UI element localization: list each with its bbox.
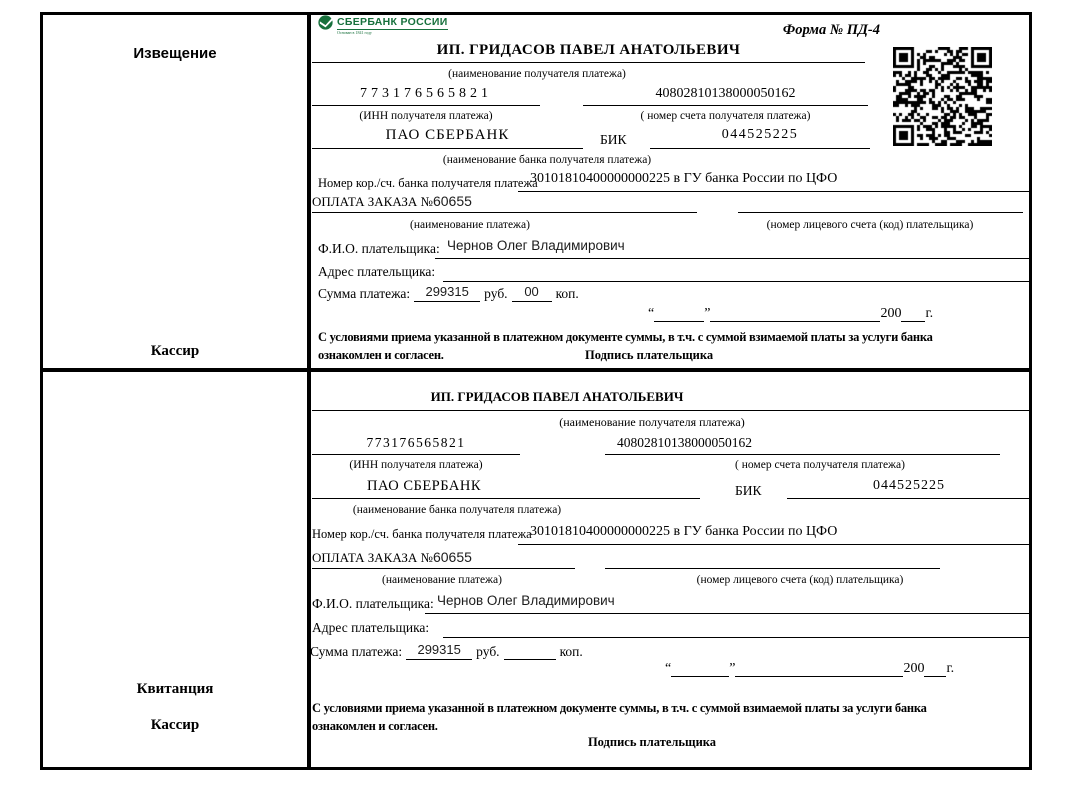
- sum-value-bottom: 299315: [406, 642, 472, 660]
- kop-label-top: коп.: [555, 286, 579, 301]
- date-month-field-bottom: [735, 660, 903, 677]
- account-caption-top: ( номер счета получателя платежа): [640, 110, 811, 122]
- bik-label-bottom: БИК: [735, 483, 762, 498]
- sum-row-top: [318, 284, 579, 302]
- payer-name-value-top: Чернов Олег Владимирович: [435, 238, 1031, 259]
- year-prefix-top: 200: [880, 306, 902, 321]
- payer-address-value-bottom: [443, 617, 1031, 638]
- quote-close-top: ”: [704, 306, 711, 321]
- agreement-line1-top: С условиями приема указанной в платежном документе суммы, в т.ч. с суммой взимаемой платы за услуги банка: [318, 330, 933, 344]
- bank-caption-bottom: (наименование банка получателя платежа): [352, 504, 562, 516]
- sum-label-bottom: Сумма платежа:: [310, 644, 403, 659]
- year-suffix-top: г.: [925, 306, 934, 321]
- agreement-line1-bottom: С условиями приема указанной в платежном документе суммы, в т.ч. с суммой взимаемой платы за услуги банка: [312, 701, 927, 715]
- order-number-bottom: 60655: [432, 549, 472, 565]
- recipient-underline-bottom: [312, 410, 1031, 411]
- personal-account-caption-top: (номер лицевого счета (код) плательщика): [766, 219, 974, 231]
- sum-label-top: Сумма платежа:: [318, 286, 411, 301]
- payer-address-label-bottom: Адрес плательщика:: [312, 620, 430, 635]
- corr-account-label-bottom: Номер кор./сч. банка получателя платежа: [312, 527, 532, 541]
- bank-name-top: ПАО СБЕРБАНК: [312, 127, 583, 149]
- account-caption-bottom: ( номер счета получателя платежа): [735, 459, 905, 471]
- kop-value-bottom: [504, 642, 556, 660]
- year-suffix-bottom: г.: [946, 661, 955, 676]
- sberbank-emblem-icon: [318, 15, 333, 35]
- rub-label-top: руб.: [484, 286, 508, 301]
- payment-name-label-bottom: ОПЛАТА ЗАКАЗА №: [312, 550, 433, 565]
- sberbank-logo-tagline: Основан в 1841 году: [337, 29, 372, 35]
- inn-caption-bottom: (ИНН получателя платежа): [349, 459, 483, 471]
- sberbank-logo: [318, 15, 448, 35]
- inn-caption-top: (ИНН получателя платежа): [359, 110, 493, 122]
- signature-label-bottom: Подпись плательщика: [587, 735, 717, 749]
- quote-close-bottom: ”: [729, 661, 736, 676]
- payer-name-label-top: Ф.И.О. плательщика:: [318, 241, 440, 256]
- account-value-top: 40802810138000050162: [583, 86, 868, 106]
- payer-address-label-top: Адрес плательщика:: [318, 264, 436, 279]
- quote-open-top: “: [648, 306, 655, 321]
- payer-name-label-bottom: Ф.И.О. плательщика:: [312, 596, 434, 611]
- sum-value-top: 299315: [414, 284, 480, 302]
- account-value-bottom: 40802810138000050162: [605, 435, 1000, 455]
- sum-row-bottom: [310, 642, 583, 660]
- date-day-field-bottom: [671, 660, 729, 677]
- sberbank-logo-text: СБЕРБАНК РОССИИ: [337, 15, 448, 28]
- notice-label: Извещение: [133, 45, 217, 62]
- rub-label-bottom: руб.: [476, 644, 500, 659]
- form-number-label: Форма № ПД-4: [782, 22, 880, 38]
- quote-open-bottom: “: [665, 661, 672, 676]
- bik-label-top: БИК: [600, 132, 627, 147]
- corr-account-value-top: 30101810400000000225 в ГУ банка России по ЦФО: [518, 171, 1031, 192]
- recipient-name-top: ИП. ГРИДАСОВ ПАВЕЛ АНАТОЛЬЕВИЧ: [312, 42, 865, 63]
- payment-name-label-top: ОПЛАТА ЗАКАЗА №: [312, 194, 433, 209]
- inn-value-top: 773176565821: [312, 86, 540, 106]
- bik-value-top: 044525225: [650, 127, 870, 149]
- date-day-field-top: [654, 305, 704, 322]
- section-divider: [40, 368, 1032, 372]
- recipient-caption-top: (наименование получателя платежа): [448, 68, 626, 80]
- bank-name-bottom: ПАО СБЕРБАНК: [312, 478, 700, 499]
- recipient-caption-bottom: (наименование получателя платежа): [559, 415, 745, 429]
- bank-caption-top: (наименование банка получателя платежа): [442, 154, 652, 166]
- payment-name-top: [312, 193, 697, 213]
- receipt-label: Квитанция: [136, 681, 214, 697]
- personal-account-field-bottom: [605, 549, 940, 569]
- year-prefix-bottom: 200: [903, 661, 925, 676]
- signature-label-top: Подпись плательщика: [585, 348, 714, 362]
- personal-account-field-top: [738, 193, 1023, 213]
- payment-caption-top: (наименование платежа): [410, 219, 530, 231]
- payment-name-bottom: [312, 549, 575, 569]
- order-number-top: 60655: [432, 193, 472, 209]
- recipient-name-bottom: ИП. ГРИДАСОВ ПАВЕЛ АНАТОЛЬЕВИЧ: [430, 389, 684, 404]
- corr-account-value-bottom: 30101810400000000225 в ГУ банка России по ЦФО: [518, 524, 1031, 545]
- agreement-line2-bottom: ознакомлен и согласен.: [312, 719, 438, 733]
- qr-code: [893, 47, 992, 146]
- kop-label-bottom: коп.: [559, 644, 583, 659]
- date-row-bottom: [665, 660, 954, 677]
- inn-value-bottom: 773176565821: [312, 435, 520, 455]
- agreement-line2-top: ознакомлен и согласен.: [318, 348, 444, 362]
- date-year-field-bottom: [924, 660, 946, 677]
- kop-value-top: 00: [512, 284, 552, 302]
- cashier-label-top: Кассир: [150, 343, 200, 359]
- payer-name-value-bottom: Чернов Олег Владимирович: [425, 593, 1031, 614]
- bik-value-bottom: 044525225: [787, 478, 1031, 499]
- payment-caption-bottom: (наименование платежа): [382, 574, 502, 586]
- date-year-field-top: [901, 305, 925, 322]
- corr-account-label-top: Номер кор./сч. банка получателя платежа: [318, 176, 538, 190]
- payer-address-value-top: [443, 261, 1031, 282]
- date-row-top: [648, 305, 933, 322]
- personal-account-caption-bottom: (номер лицевого счета (код) плательщика): [696, 574, 904, 586]
- date-month-field-top: [710, 305, 880, 322]
- cashier-label-bottom: Кассир: [150, 717, 200, 733]
